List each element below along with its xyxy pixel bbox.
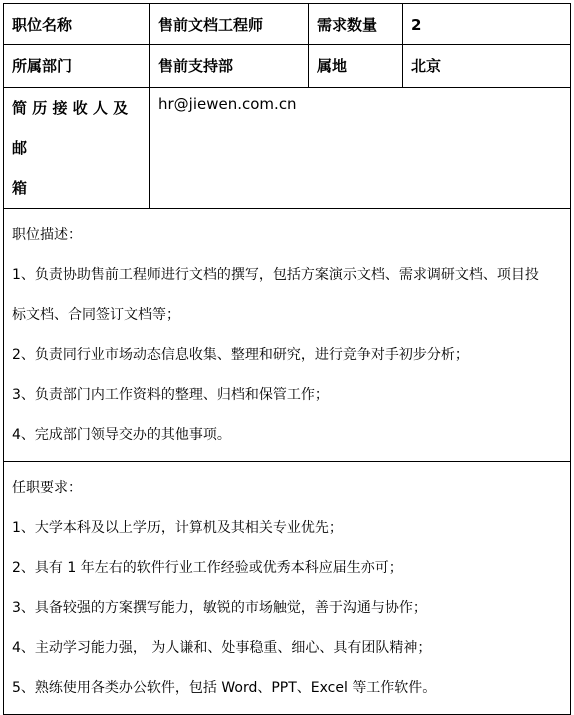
row-description bbox=[4, 209, 571, 462]
job-requirements bbox=[4, 462, 571, 715]
description-item: 标文档、合同签订文档等； bbox=[12, 307, 180, 323]
label-resume-email-line2: 箱 bbox=[12, 179, 28, 197]
row-department bbox=[4, 45, 571, 88]
value-position-name: 售前文档工程师 bbox=[150, 4, 309, 45]
row-contact bbox=[4, 88, 571, 209]
description-title: 职位描述： bbox=[12, 227, 82, 243]
requirement-item: 3、具备较强的方案撰写能力，敏锐的市场触觉，善于沟通与协作； bbox=[12, 600, 427, 616]
value-headcount: 2 bbox=[403, 4, 571, 45]
description-item: 2、负责同行业市场动态信息收集、整理和研究，进行竞争对手初步分析； bbox=[12, 347, 469, 363]
description-item: 1、负责协助售前工程师进行文档的撰写，包括方案演示文档、需求调研文档、项目投 bbox=[12, 267, 539, 283]
job-posting-table bbox=[3, 3, 571, 715]
requirement-item: 2、具有 1 年左右的软件行业工作经验或优秀本科应届生亦可； bbox=[12, 560, 403, 576]
description-item: 3、负责部门内工作资料的整理、归档和保管工作； bbox=[12, 387, 329, 403]
label-location: 属地 bbox=[309, 45, 403, 88]
requirement-item: 1、大学本科及以上学历，计算机及其相关专业优先； bbox=[12, 520, 343, 536]
label-headcount: 需求数量 bbox=[309, 4, 403, 45]
label-department: 所属部门 bbox=[4, 45, 150, 88]
job-description bbox=[4, 209, 571, 462]
requirement-item: 5、熟练使用各类办公软件，包括 Word、PPT、Excel 等工作软件。 bbox=[12, 680, 437, 696]
label-resume-email-line1: 简 历 接 收 人 及 邮 bbox=[12, 99, 129, 157]
label-position-name: 职位名称 bbox=[4, 4, 150, 45]
row-position bbox=[4, 4, 571, 45]
description-item: 4、完成部门领导交办的其他事项。 bbox=[12, 427, 231, 443]
row-requirements bbox=[4, 462, 571, 715]
value-department: 售前支持部 bbox=[150, 45, 309, 88]
value-location: 北京 bbox=[403, 45, 571, 88]
label-resume-email bbox=[4, 88, 150, 209]
value-resume-email[interactable]: hr@jiewen.com.cn bbox=[150, 88, 571, 209]
requirements-title: 任职要求： bbox=[12, 480, 82, 496]
requirement-item: 4、主动学习能力强， 为人谦和、处事稳重、细心、具有团队精神； bbox=[12, 640, 432, 656]
